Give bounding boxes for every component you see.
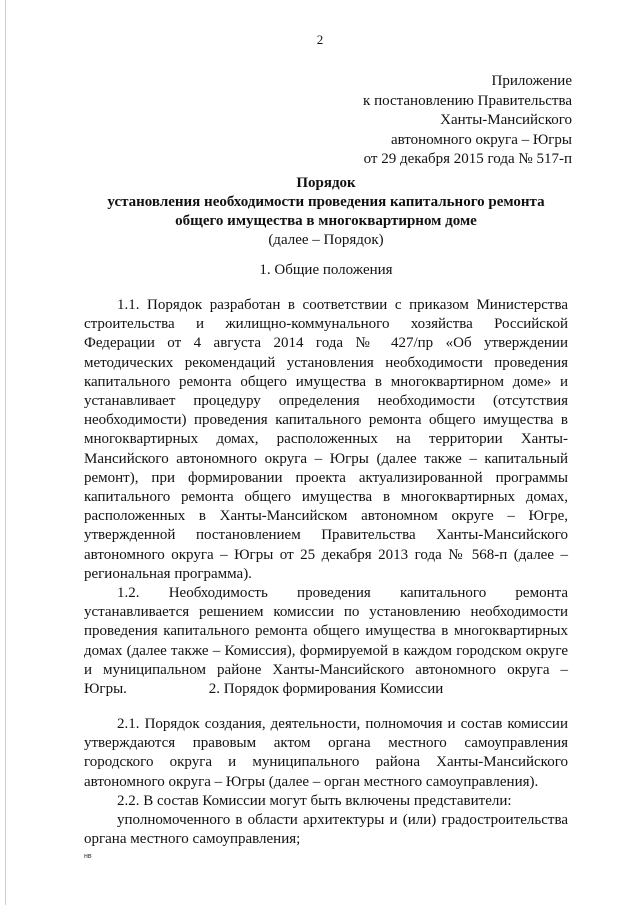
title-line: общего имущества в многоквартирном доме bbox=[175, 213, 477, 229]
title-line: установления необходимости проведения капитального ремонта bbox=[107, 194, 545, 210]
page-left-edge bbox=[5, 0, 6, 905]
appendix-line: к постановлению Правительства bbox=[363, 92, 572, 109]
title-line: Порядок bbox=[296, 175, 356, 191]
appendix-line: автономного округа – Югры bbox=[390, 131, 572, 148]
paragraph-1-1: 1.1. Порядок разработан в соответствии с приказом Министерства строительства и жилищно-коммунального хозяйства Российской Федерации от 4 августа 2014 года № 427/пр «Об утверждении методических рекомендаций установления необходимости проведения капитального ремонта общего имущества в многоквартирном доме» и устанавливает процедуру определения необходимости (отсутствия необходимости) проведения капитального ремонта общего имущества в многоквартирных домах, расположенных на территории Ханты-Мансийского автономного округа – Югры (далее также – капитальный ремонт), при формировании проекта актуализированной программы капитального ремонта общего имущества в многоквартирных домах, расположенных в Ханты-Мансийском автономном округе – Югре, утвержденной постановлением Правительства Ханты-Мансийского автономного округа – Югры от 25 декабря 2013 года № 568-п (далее – региональная программа). bbox=[84, 297, 568, 582]
page-number: 2 bbox=[316, 32, 324, 47]
appendix-line: Ханты-Мансийского bbox=[440, 112, 572, 128]
appendix-line: Приложение bbox=[491, 73, 572, 89]
paragraph-1-2: 1.2. Необходимость проведения капитального ремонта устанавливается решением комиссии по установлению необходимости проведения капитального ремонта общего имущества в многоквартирных домах (далее также – Комиссия), формируемой в каждом городском округе и муниципальном районе Ханты-Мансийского автономного округа – Югры. bbox=[84, 585, 568, 698]
footer-mark: нв bbox=[84, 853, 92, 860]
section-body-1 bbox=[84, 296, 568, 699]
section-heading-2: 2. Порядок формирования Комиссии bbox=[208, 681, 444, 697]
appendix-block bbox=[252, 72, 572, 170]
appendix-line: от 29 декабря 2015 года № 517-п bbox=[363, 151, 572, 167]
document-title bbox=[84, 174, 568, 250]
section-heading-1: 1. Общие положения bbox=[259, 262, 393, 278]
paragraph-2-3: уполномоченного в области архитектуры и (или) градостроительства органа местного самоуправления; bbox=[84, 812, 568, 848]
paragraph-2-1: 2.1. Порядок создания, деятельности, полномочия и состав комиссии утверждаются правовым актом органа местного самоуправления городского округа и муниципального района Ханты-Мансийского автономного округа – Югры (далее – орган местного самоуправления). bbox=[84, 716, 568, 790]
title-subline: (далее – Порядок) bbox=[268, 232, 384, 248]
section-body-2 bbox=[84, 715, 568, 849]
paragraph-2-2: 2.2. В состав Комиссии могут быть включены представители: bbox=[117, 792, 512, 809]
